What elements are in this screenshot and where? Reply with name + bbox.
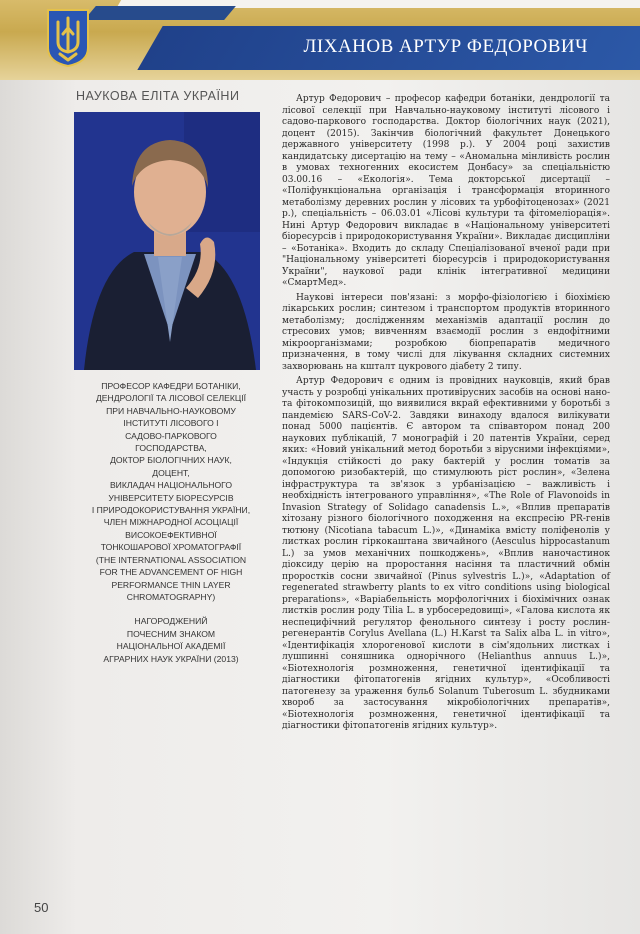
biography-text	[282, 94, 610, 736]
caption-line: САДОВО-ПАРКОВОГО	[125, 430, 217, 441]
caption-line: ДОЦЕНТ,	[152, 467, 190, 478]
caption-line: PERFORMANCE THIN LAYER	[111, 579, 231, 590]
award-line: АГРАРНИХ НАУК УКРАЇНИ (2013)	[103, 653, 239, 664]
achievements-paragraph: Артур Федорович є одним із провідних науковців, який брав участь у розробці унікальних противірусних засобів на основі нано- та фітокомпозицій, що виявилися вкрай ефективними у боротьбі з пандемією SARS-CoV-2. Завдяки винаходу вдалося вилікувати понад 5000 пацієнтів. Є автором та співавтором понад 200 наукових публікацій, 7 монографій і 20 патентів України, серед яких: «Новий унікальний метод боротьби з вірусними інфекціями», «Індукція стійкості до раку бактерій у рослин томатів за допомогою ризобактерій, що стимулюють ріст рослин», «Зелена інфраструктура та зв'язок з урбанізацією – важливість і необхідність інтегрованого управління», «The Role of Flavonoids in Invasion Strategy of Solidago canadensis L.», «Вплив препаратів хітозану різного біологічного походження на експресію PR-генів тютюну (Nicotiana tabacum L.)», «Динаміка вмісту поліфенолів у листках рослин гіркокаштана звичайного (Aesculus hippocastanum L.) за умов механічних пошкоджень», «Вплив наночастинок діоксиду церію на проростання насіння та пластичний обмін проростків сосни звичайної (Pinus sylvestris L.)», «Adaptation of regenerated strawberry plants to ex vitro conditions using biological preparations», «Варіабельність морфологічних і біохімічних ознак листків рослин роду Tilia L. в урбосередовищі», «Галова кислота як неспецифічний регулятор фенольного синтезу і росту рослин-регенерантів Corylus Avellana (L.) H.Karst та Salix alba L. in vitro», «Ідентифікація хлорогенової кислоти в сім'ядольних листках і лушпинні соняшника однорічного (Helianthus annuus L.)», «Біотехнологія розмноження, генетичної ідентифікації та діагностики фітопатогенів ягідних культур», «Особливості патогенезу за ураження бульб Solanum Tuberosum L. збудниками хвороб за застосування мікробіологічних препаратів», «Біотехнологія розмноження, генетичної ідентифікації та діагностики фітопатогенів ягідних культур».	[282, 376, 610, 731]
caption-line: ІНСТИТУТІ ЛІСОВОГО І	[123, 418, 219, 429]
header-banner	[0, 0, 640, 80]
page-number: 50	[34, 900, 49, 915]
research-interests-paragraph: Наукові інтереси пов'язані: з морфо-фізіологією і біохімією лікарських рослин; синтезом і транспортом продуктів вторинного метаболізму; дослідженням механізмів адаптації рослин до стресових умов; вивченням взаємодії рослин з ендофітними мікроорганізмами; розробкою біопрепаратів медичного призначення, в тому числі для лікування складних системних захворювань на кшталт цукрового діабету 2 типу.	[282, 292, 610, 372]
portrait-illustration	[74, 112, 260, 370]
portrait-photo	[74, 112, 260, 370]
award-line: НАГОРОДЖЕНИЙ	[134, 616, 208, 627]
award-block	[66, 615, 276, 665]
caption-line: ПРИ НАВЧАЛЬНО-НАУКОВОМУ	[106, 405, 236, 416]
caption-line: ПРОФЕСОР КАФЕДРИ БОТАНІКИ,	[101, 381, 241, 391]
caption-line: (THE INTERNATIONAL ASSOCIATION	[95, 554, 247, 565]
caption-line: ЧЛЕН МІЖНАРОДНОЇ АСОЦІАЦІЇ	[103, 517, 239, 528]
ukraine-trident-emblem-icon	[46, 8, 90, 68]
caption-line: ТОНКОШАРОВОЇ ХРОМАТОГРАФІЇ	[100, 542, 242, 553]
caption-line: УНІВЕРСИТЕТУ БІОРЕСУРСІВ	[108, 492, 234, 503]
biography-paragraph: Артур Федорович – професор кафедри ботаніки, дендрології та лісової селекції при Навчально-науковому інституті лісового і садово-паркового господарства. Доктор біологічних наук (2021), доцент (2015). Закінчив біологічний факультет Донецького державного університету (1998 р.). У 2004 році захистив кандидатську дисертацію на тему – «Аномальна мінливість рослин в умовах техногенних екосистем Донбасу» за спеціальністю 03.00.16 – «Екологія». Тема докторської дисертації – «Поліфункціональна організація і трансформація вторинного метаболізму деревних рослин у лісових та урбофітоценозах» (2021 р.), спеціальність – 06.03.01 «Лісові культури та фітомеліорація». Нині Артур Федорович викладає в «Національному університеті біоресурсів і природокористування України». Викладає дисципліни – «Ботаніка». Входить до складу Спеціалізованої вченої ради при "Національному університеті біоресурсів і природокористування України", наукової ради клінік інтегративної медицини «СмартМед».	[282, 94, 610, 288]
caption-line: CHROMATOGRAPHY)	[126, 591, 216, 602]
section-title: НАУКОВА ЕЛІТА УКРАЇНИ	[76, 89, 240, 103]
caption-line: ВИСОКОЕФЕКТИВНОЇ	[125, 529, 217, 540]
caption-line: ДЕНДРОЛОГІЇ ТА ЛІСОВОЇ СЕЛЕКЦІЇ	[95, 393, 247, 404]
award-line: НАЦІОНАЛЬНОЇ АКАДЕМІЇ	[116, 641, 226, 652]
person-name-title: ЛІХАНОВ АРТУР ФЕДОРОВИЧ	[303, 36, 588, 57]
profile-caption	[66, 380, 276, 665]
caption-line: ВИКЛАДАЧ НАЦІОНАЛЬНОГО	[109, 480, 233, 491]
caption-line: І ПРИРОДОКОРИСТУВАННЯ УКРАЇНИ,	[91, 505, 251, 516]
caption-line: ГОСПОДАРСТВА,	[135, 443, 207, 454]
caption-line: ДОКТОР БІОЛОГІЧНИХ НАУК,	[110, 455, 232, 466]
banner-blue-stripe-small	[84, 6, 236, 20]
award-line: ПОЧЕСНИМ ЗНАКОМ	[126, 628, 216, 639]
caption-line: FOR THE ADVANCEMENT OF HIGH	[99, 567, 243, 578]
